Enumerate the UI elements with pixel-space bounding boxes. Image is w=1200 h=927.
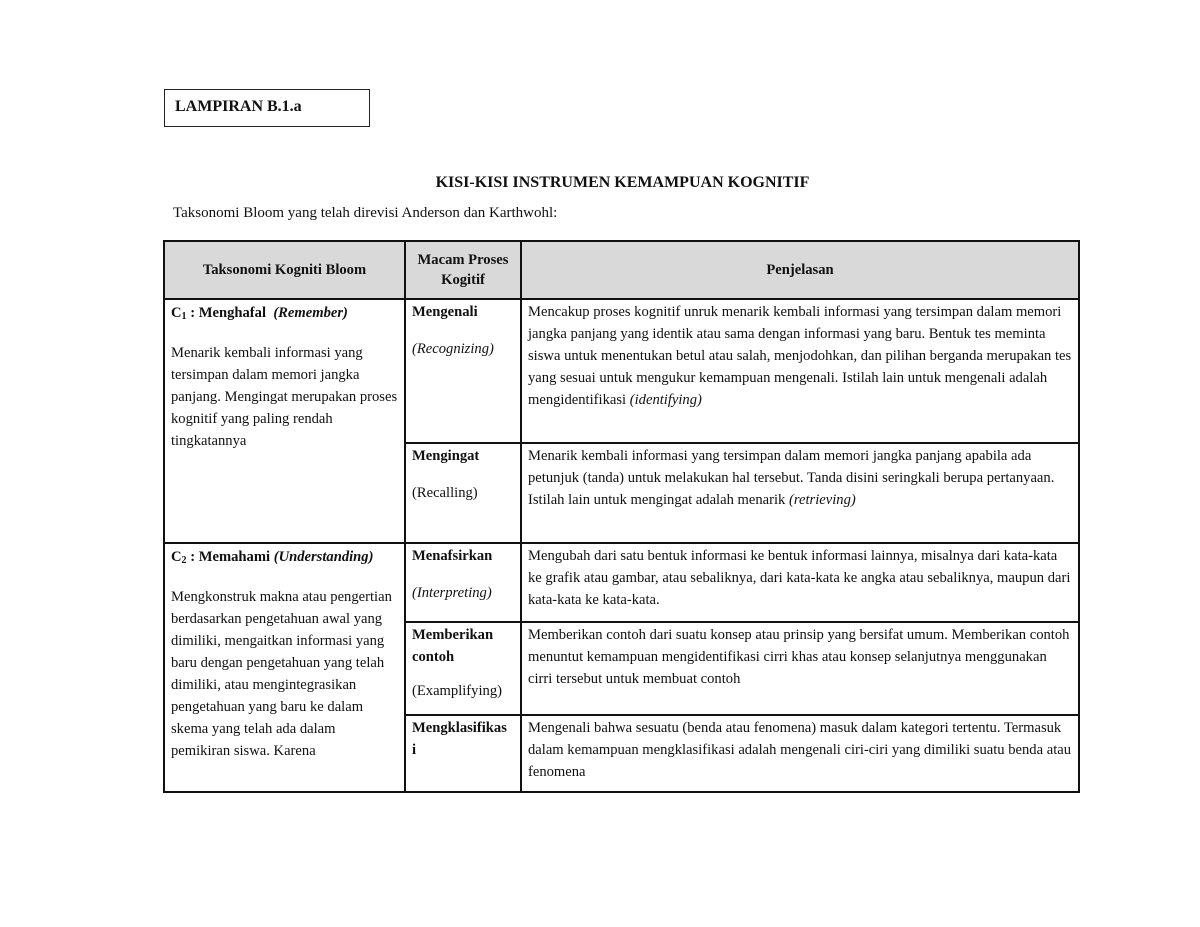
level-c2-description: Mengkonstruk makna atau pengertian berdasarkan pengetahuan awal yang dimiliki, mengaitkan informasi yang baru dengan pengetahuan yang telah dimiliki, atau mengintegrasikan pengetahuan yang baru ke dalam skema yang telah ada dalam pemikiran siswa. Karena: [171, 589, 392, 759]
level-c1-heading: $C_1$ : Menghafal (Remember): [171, 305, 348, 322]
header-process: Macam Proses Kogitif: [405, 241, 521, 299]
process-name: Mengenali: [412, 304, 478, 320]
level-c1-description: Menarik kembali informasi yang tersimpan dalam memori jangka panjang. Mengingat merupakan proses kognitif yang paling rendah tingkatannya: [171, 345, 398, 449]
process-term: (Interpreting): [412, 585, 492, 601]
process-cell: [405, 299, 521, 443]
intro-text: Taksonomi Bloom yang telah direvisi Anderson dan Karthwohl:: [173, 205, 558, 221]
document-title: KISI-KISI INSTRUMEN KEMAMPUAN KOGNITIF: [435, 174, 810, 191]
appendix-label-box: [164, 89, 370, 127]
explanation-text: Mengubah dari satu bentuk informasi ke bentuk informasi lainnya, misalnya dari kata-kata ke grafik atau gambar, atau sebaliknya, dari kata-kata ke angka atau sebaliknya, maupun dari kata-kata ke kata-kata.: [528, 548, 1071, 608]
header-explanation: Penjelasan: [521, 241, 1079, 299]
explanation-cell: [521, 715, 1079, 792]
level-c2-cell: [164, 543, 405, 792]
process-cell: [405, 543, 521, 622]
table-header-row: [164, 241, 1079, 299]
appendix-label: LAMPIRAN B.1.a: [175, 98, 302, 115]
process-term: (Examplifying): [412, 683, 502, 699]
table-row: [164, 543, 1079, 622]
process-term: (Recalling): [412, 485, 478, 501]
level-c1-cell: [164, 299, 405, 543]
explanation-cell: [521, 299, 1079, 443]
explanation-cell: [521, 622, 1079, 715]
table-row: [164, 299, 1079, 443]
level-c2-heading: $C_2$ : Memahami (Understanding): [171, 549, 374, 566]
explanation-text: Mengenali bahwa sesuatu (benda atau fenomena) masuk dalam kategori tertentu. Termasuk dalam kemampuan mengklasifikasi adalah mengenali ciri-ciri yang dimiliki suatu benda atau fenomena: [528, 720, 1072, 780]
process-term: (Recognizing): [412, 341, 494, 357]
process-name: Memberikan contoh: [412, 627, 494, 665]
explanation-cell: [521, 443, 1079, 543]
explanation-cell: [521, 543, 1079, 622]
cognitive-grid-table: [163, 240, 1080, 793]
explanation-text: Mencakup proses kognitif unruk menarik kembali informasi yang tersimpan dalam memori jangka panjang yang identik atau sama dengan informasi yang baru. Bentuk tes meminta siswa untuk menentukan betul atau salah, menjodohkan, dan pilihan berganda merupakan tes yang sesuai untuk mengukur kemampuan mengenali. Istilah lain untuk mengenali adalah mengidentifikasi (identifying): [528, 304, 1072, 408]
process-name: Mengingat: [412, 448, 480, 464]
process-cell: [405, 443, 521, 543]
explanation-text: Menarik kembali informasi yang tersimpan dalam memori jangka panjang apabila ada petunjuk (tanda) untuk melakukan hal tersebut. Tanda disini seringkali berupa pertanyaan. Istilah lain untuk mengingat adalah menarik (retrieving): [528, 448, 1055, 508]
process-name: Mengklasifikas i: [412, 720, 507, 758]
process-name: Menafsirkan: [412, 548, 493, 564]
process-cell: [405, 715, 521, 792]
explanation-text: Memberikan contoh dari suatu konsep atau prinsip yang bersifat umum. Memberikan contoh menuntut kemampuan mengidentifikasi cirri khas atau konsep selanjutnya menggunakan cirri tersebut untuk membuat contoh: [528, 627, 1070, 687]
header-taxonomy: Taksonomi Kogniti Bloom: [164, 241, 405, 299]
process-cell: [405, 622, 521, 715]
